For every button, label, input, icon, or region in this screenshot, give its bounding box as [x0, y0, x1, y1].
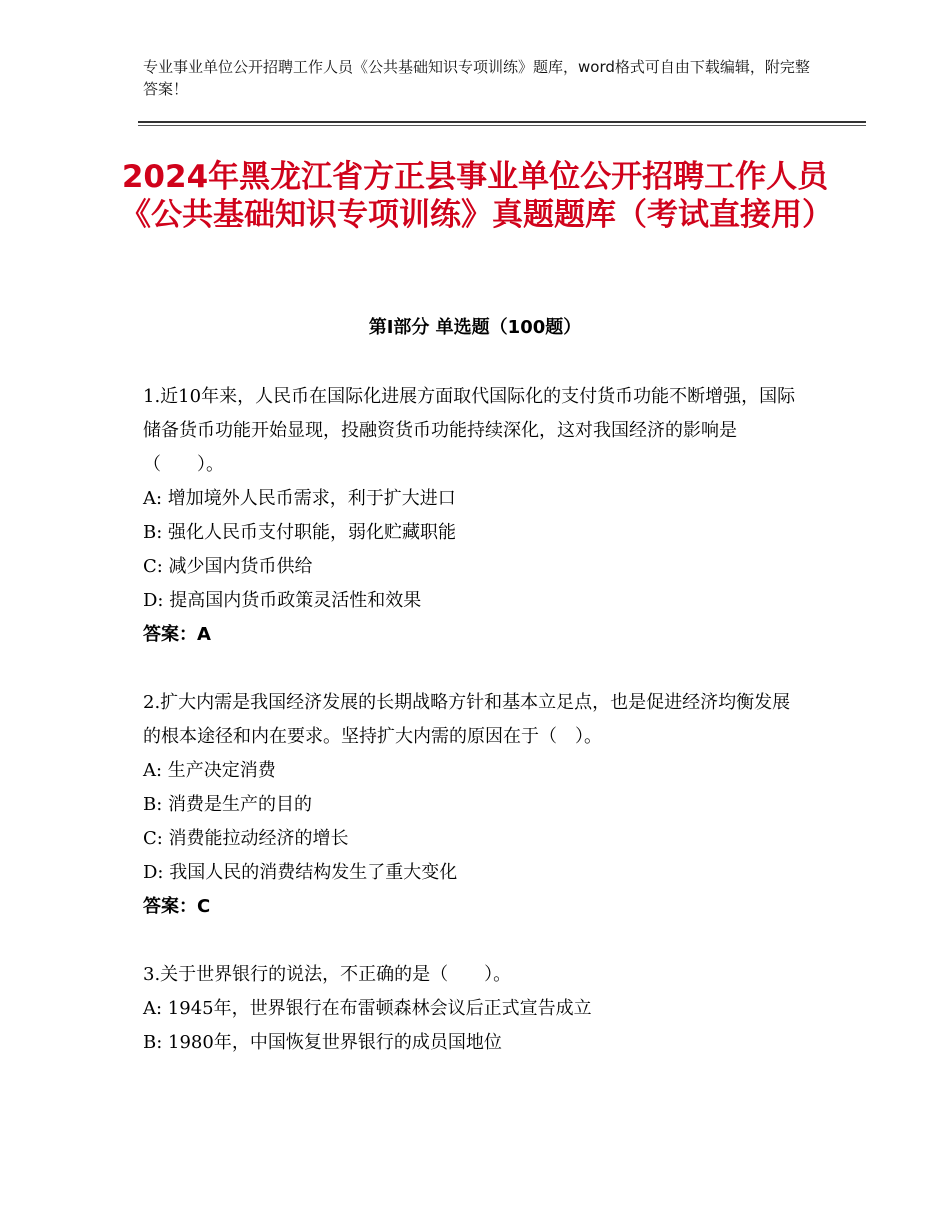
- option-c: C: 消费能拉动经济的增长: [143, 828, 349, 849]
- option-b: B: 1980年，中国恢复世界银行的成员国地位: [143, 1032, 502, 1053]
- option-d: D: 提高国内货币政策灵活性和效果: [143, 590, 422, 611]
- question-2: [143, 686, 808, 924]
- option-b: B: 强化人民币支付职能，弱化贮藏职能: [143, 522, 457, 543]
- answer-label: 答案：: [143, 896, 197, 917]
- header-divider-thin: [138, 125, 866, 126]
- document-title: 2024年黑龙江省方正县事业单位公开招聘工作人员《公共基础知识专项训练》真题题库（考试直接用）: [120, 159, 833, 233]
- answer-label: 答案：: [143, 624, 197, 645]
- option-a: A: 1945年，世界银行在布雷顿森林会议后正式宣告成立: [143, 998, 592, 1019]
- option-b: B: 消费是生产的目的: [143, 794, 313, 815]
- question-list: [143, 380, 808, 1094]
- option-a: A: 增加境外人民币需求，利于扩大进口: [143, 488, 456, 509]
- answer-line: [143, 618, 808, 652]
- option-d: D: 我国人民的消费结构发生了重大变化: [143, 862, 458, 883]
- question-stem: 1.近10年来，人民币在国际化进展方面取代国际化的支付货币功能不断增强，国际储备货币功能开始显现，投融资货币功能持续深化，这对我国经济的影响是（ ）。: [143, 386, 796, 475]
- header-note: 专业事业单位公开招聘工作人员《公共基础知识专项训练》题库，word格式可自由下载编辑，附完整答案！: [143, 58, 810, 98]
- option-a: A: 生产决定消费: [143, 760, 276, 781]
- question-stem: 3.关于世界银行的说法，不正确的是（ ）。: [143, 964, 512, 985]
- section-heading: 第Ⅰ部分 单选题（100题）: [368, 317, 582, 338]
- answer-value: C: [197, 896, 211, 917]
- answer-value: A: [197, 624, 211, 645]
- option-c: C: 减少国内货币供给: [143, 556, 313, 577]
- question-stem: 2.扩大内需是我国经济发展的长期战略方针和基本立足点，也是促进经济均衡发展的根本途径和内在要求。坚持扩大内需的原因在于（ ）。: [143, 692, 791, 747]
- header-divider: [138, 121, 866, 123]
- question-1: [143, 380, 808, 652]
- answer-line: [143, 890, 808, 924]
- question-3: [143, 958, 808, 1060]
